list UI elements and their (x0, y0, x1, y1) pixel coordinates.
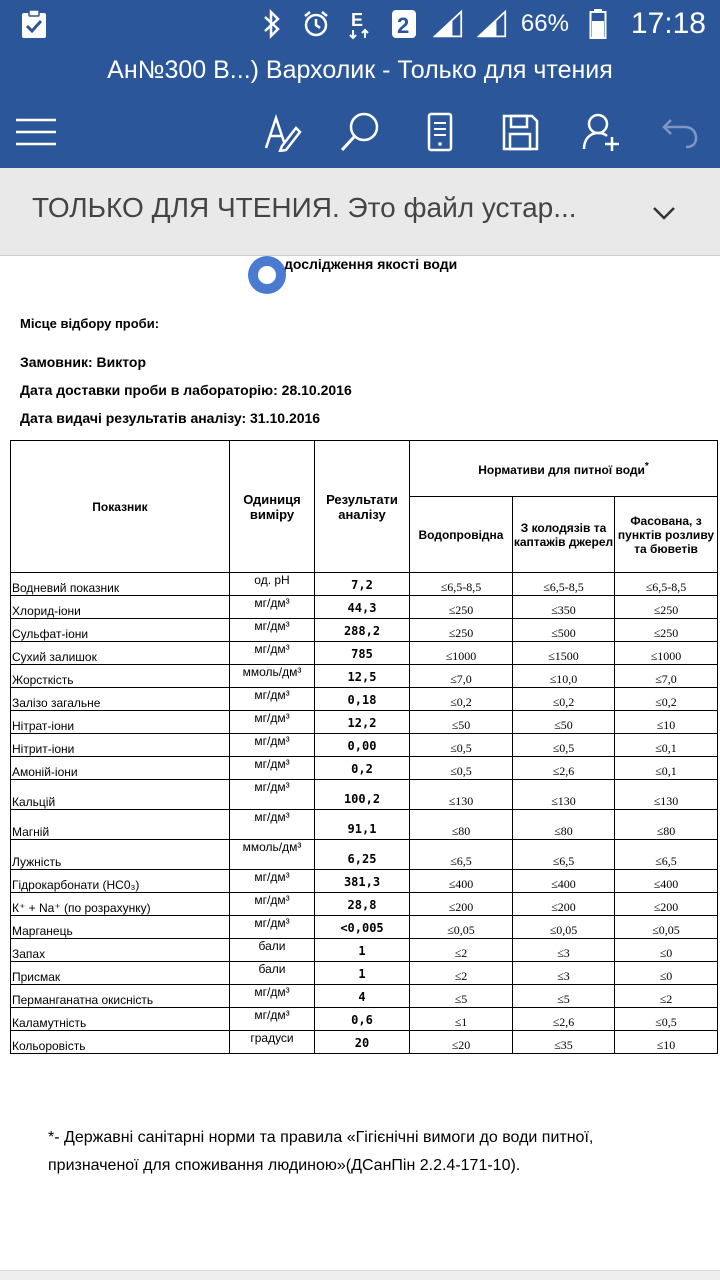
norm-wells-cell: ≤6,5-8,5 (513, 573, 615, 596)
page-bottom-edge (0, 1270, 720, 1280)
result-cell: 100,2 (315, 780, 410, 810)
result-cell: 44,3 (315, 596, 410, 619)
signal-icon (477, 9, 507, 39)
table-row (11, 734, 718, 757)
clock-time: 17:18 (630, 7, 706, 40)
indicator-cell: Водневий показник (11, 573, 230, 596)
norm-bottled-cell: ≤0,2 (615, 688, 718, 711)
result-cell: 0,18 (315, 688, 410, 711)
app-title-bar (0, 48, 720, 168)
indicator-cell: Лужність (11, 840, 230, 870)
header-norms-text: Нормативи для питної води (478, 462, 645, 477)
norm-wells-cell: ≤0,5 (513, 734, 615, 757)
result-cell: 7,2 (315, 573, 410, 596)
result-cell: 28,8 (315, 893, 410, 916)
alarm-icon (301, 9, 331, 39)
indicator-cell: Хлорид-іони (11, 596, 230, 619)
norm-tap-cell: ≤0,2 (410, 688, 513, 711)
table-row (11, 1031, 718, 1054)
norm-tap-cell: ≤6,5-8,5 (410, 573, 513, 596)
norm-wells-cell: ≤35 (513, 1031, 615, 1054)
norm-wells-cell: ≤50 (513, 711, 615, 734)
result-cell: 91,1 (315, 810, 410, 840)
norm-bottled-cell: ≤10 (615, 1031, 718, 1054)
unit-cell: ммоль/дм³ (230, 665, 315, 688)
signal-icon (433, 9, 463, 39)
norm-bottled-cell: ≤7,0 (615, 665, 718, 688)
norm-wells-cell: ≤500 (513, 619, 615, 642)
header-norms (410, 441, 718, 497)
norm-bottled-cell: ≤200 (615, 893, 718, 916)
norm-tap-cell: ≤6,5 (410, 840, 513, 870)
sim-badge-text: 2 (396, 13, 410, 38)
header-result: Результати аналізу (315, 441, 410, 573)
norm-tap-cell: ≤50 (410, 711, 513, 734)
norm-tap-cell: ≤0,05 (410, 916, 513, 939)
table-row (11, 688, 718, 711)
norm-wells-cell: ≤3 (513, 939, 615, 962)
result-cell: 12,2 (315, 711, 410, 734)
norm-tap-cell: ≤1 (410, 1008, 513, 1031)
indicator-cell: Кольоровість (11, 1031, 230, 1054)
table-row (11, 711, 718, 734)
table-row (11, 780, 718, 810)
issue-date: Дата видачі результатів аналізу: 31.10.2016 (20, 410, 321, 426)
norm-bottled-cell: ≤6,5 (615, 840, 718, 870)
norm-tap-cell: ≤80 (410, 810, 513, 840)
table-row (11, 893, 718, 916)
header-norm-bottled: Фасована, з пунктів розливу та бюветів (615, 497, 718, 573)
menu-icon[interactable] (12, 108, 60, 156)
result-cell: 12,5 (315, 665, 410, 688)
norm-bottled-cell: ≤10 (615, 711, 718, 734)
indicator-cell: Сухий залишок (11, 642, 230, 665)
unit-cell: бали (230, 962, 315, 985)
result-cell: 1 (315, 962, 410, 985)
norm-tap-cell: ≤130 (410, 780, 513, 810)
bluetooth-icon (257, 9, 287, 39)
norm-tap-cell: ≤7,0 (410, 665, 513, 688)
norm-wells-cell: ≤400 (513, 870, 615, 893)
norm-bottled-cell: ≤6,5-8,5 (615, 573, 718, 596)
norm-tap-cell: ≤0,5 (410, 757, 513, 780)
table-row (11, 962, 718, 985)
table-row (11, 1008, 718, 1031)
table-row (11, 985, 718, 1008)
unit-cell: мг/дм³ (230, 893, 315, 916)
table-row (11, 870, 718, 893)
norm-wells-cell: ≤1500 (513, 642, 615, 665)
norm-tap-cell: ≤2 (410, 962, 513, 985)
save-icon[interactable] (496, 108, 544, 156)
indicator-cell: Нітрат-іони (11, 711, 230, 734)
norm-bottled-cell: ≤0,5 (615, 1008, 718, 1031)
table-row (11, 810, 718, 840)
unit-cell: ммоль/дм³ (230, 840, 315, 870)
indicator-cell: Нітрит-іони (11, 734, 230, 757)
norm-tap-cell: ≤0,5 (410, 734, 513, 757)
svg-text:E: E (350, 10, 363, 30)
indicator-cell: Кальцій (11, 780, 230, 810)
share-person-icon[interactable] (578, 108, 626, 156)
norm-wells-cell: ≤0,2 (513, 688, 615, 711)
norm-wells-cell: ≤2,6 (513, 757, 615, 780)
edit-pen-icon[interactable] (258, 108, 306, 156)
text-cursor-handle[interactable] (248, 256, 286, 294)
norm-bottled-cell: ≤130 (615, 780, 718, 810)
result-cell: 288,2 (315, 619, 410, 642)
chevron-down-icon[interactable] (646, 196, 682, 232)
norm-bottled-cell: ≤250 (615, 596, 718, 619)
toolbar (0, 104, 720, 160)
norm-wells-cell: ≤5 (513, 985, 615, 1008)
norm-wells-cell: ≤2,6 (513, 1008, 615, 1031)
unit-cell: мг/дм³ (230, 1008, 315, 1031)
norm-bottled-cell: ≤0 (615, 939, 718, 962)
norm-wells-cell: ≤350 (513, 596, 615, 619)
unit-cell: од. рН (230, 573, 315, 596)
norm-wells-cell: ≤10,0 (513, 665, 615, 688)
norm-bottled-cell: ≤0,1 (615, 734, 718, 757)
result-cell: 6,25 (315, 840, 410, 870)
norm-bottled-cell: ≤250 (615, 619, 718, 642)
results-table (10, 440, 718, 1054)
unit-cell: мг/дм³ (230, 596, 315, 619)
norm-wells-cell: ≤130 (513, 780, 615, 810)
norm-tap-cell: ≤2 (410, 939, 513, 962)
sim-2-icon (389, 9, 419, 39)
unit-cell: мг/дм³ (230, 688, 315, 711)
norm-bottled-cell: ≤0,05 (615, 916, 718, 939)
indicator-cell: Марганець (11, 916, 230, 939)
table-row (11, 619, 718, 642)
unit-cell: градуси (230, 1031, 315, 1054)
norm-bottled-cell: ≤0 (615, 962, 718, 985)
table-row (11, 665, 718, 688)
status-bar (0, 0, 720, 48)
sample-place: Місце відбору проби: (20, 316, 160, 331)
result-cell: 0,2 (315, 757, 410, 780)
result-cell: 20 (315, 1031, 410, 1054)
table-row (11, 916, 718, 939)
result-cell: 0,00 (315, 734, 410, 757)
battery-icon (583, 9, 613, 39)
indicator-cell: Жорсткість (11, 665, 230, 688)
indicator-cell: Амоній-іони (11, 757, 230, 780)
indicator-cell: Магній (11, 810, 230, 840)
table-row (11, 939, 718, 962)
unit-cell: мг/дм³ (230, 642, 315, 665)
document-page[interactable] (0, 256, 720, 1280)
norm-bottled-cell: ≤0,1 (615, 757, 718, 780)
header-unit: Одиниця виміру (230, 441, 315, 573)
indicator-cell: Залізо загальне (11, 688, 230, 711)
indicator-cell: Запах (11, 939, 230, 962)
unit-cell: мг/дм³ (230, 985, 315, 1008)
indicator-cell: Присмак (11, 962, 230, 985)
indicator-cell: Каламутність (11, 1008, 230, 1031)
document-heading: дослідження якості води (284, 256, 458, 272)
footnote: *- Державні санітарні норми та правила «Гігієнічні вимоги до води питної, призначеної для споживання людиною»(ДСанПін 2.2.4-171-10). (48, 1129, 594, 1174)
norm-wells-cell: ≤200 (513, 893, 615, 916)
result-cell: 381,3 (315, 870, 410, 893)
norm-wells-cell: ≤0,05 (513, 916, 615, 939)
unit-cell: мг/дм³ (230, 734, 315, 757)
indicator-cell: Гідрокарбонати (НС0₃) (11, 870, 230, 893)
indicator-cell: Перманганатна окисність (11, 985, 230, 1008)
clipboard-check-icon (18, 8, 50, 40)
unit-cell: мг/дм³ (230, 916, 315, 939)
delivery-date: Дата доставки проби в лабораторію: 28.10.2016 (20, 382, 352, 398)
unit-cell: мг/дм³ (230, 619, 315, 642)
readonly-banner-text: ТОЛЬКО ДЛЯ ЧТЕНИЯ. Это файл устар... (32, 192, 577, 223)
undo-icon[interactable] (656, 108, 704, 156)
norm-bottled-cell: ≤2 (615, 985, 718, 1008)
unit-cell: мг/дм³ (230, 810, 315, 840)
norm-bottled-cell: ≤1000 (615, 642, 718, 665)
unit-cell: мг/дм³ (230, 757, 315, 780)
norm-wells-cell: ≤6,5 (513, 840, 615, 870)
norm-wells-cell: ≤80 (513, 810, 615, 840)
table-row (11, 596, 718, 619)
unit-cell: бали (230, 939, 315, 962)
result-cell: 1 (315, 939, 410, 962)
header-norm-tap: Водопровідна (410, 497, 513, 573)
norm-tap-cell: ≤5 (410, 985, 513, 1008)
result-cell: 0,6 (315, 1008, 410, 1031)
unit-cell: мг/дм³ (230, 780, 315, 810)
result-cell: <0,005 (315, 916, 410, 939)
norm-tap-cell: ≤200 (410, 893, 513, 916)
data-e-icon (345, 9, 375, 39)
header-norm-wells: З колодязів та каптажів джерел (513, 497, 615, 573)
indicator-cell: Сульфат-іони (11, 619, 230, 642)
reading-view-icon[interactable] (416, 108, 464, 156)
result-cell: 785 (315, 642, 410, 665)
table-row (11, 757, 718, 780)
battery-percent: 66% (520, 10, 569, 37)
customer: Замовник: Виктор (20, 354, 147, 370)
norm-tap-cell: ≤20 (410, 1031, 513, 1054)
table-row (11, 642, 718, 665)
table-row (11, 840, 718, 870)
unit-cell: мг/дм³ (230, 870, 315, 893)
norm-tap-cell: ≤1000 (410, 642, 513, 665)
unit-cell: мг/дм³ (230, 711, 315, 734)
norm-tap-cell: ≤250 (410, 596, 513, 619)
indicator-cell: К⁺ + Na⁺ (по розрахунку) (11, 893, 230, 916)
table-row (11, 573, 718, 596)
norm-bottled-cell: ≤400 (615, 870, 718, 893)
norm-bottled-cell: ≤80 (615, 810, 718, 840)
header-indicator: Показник (11, 441, 230, 573)
norm-wells-cell: ≤3 (513, 962, 615, 985)
result-cell: 4 (315, 985, 410, 1008)
header-norms-star: * (644, 460, 649, 472)
readonly-banner[interactable] (0, 168, 720, 256)
document-title: Ан№300 В...) Вархолик - Только для чтения (107, 56, 613, 84)
norm-tap-cell: ≤250 (410, 619, 513, 642)
norm-tap-cell: ≤400 (410, 870, 513, 893)
search-icon[interactable] (336, 108, 384, 156)
